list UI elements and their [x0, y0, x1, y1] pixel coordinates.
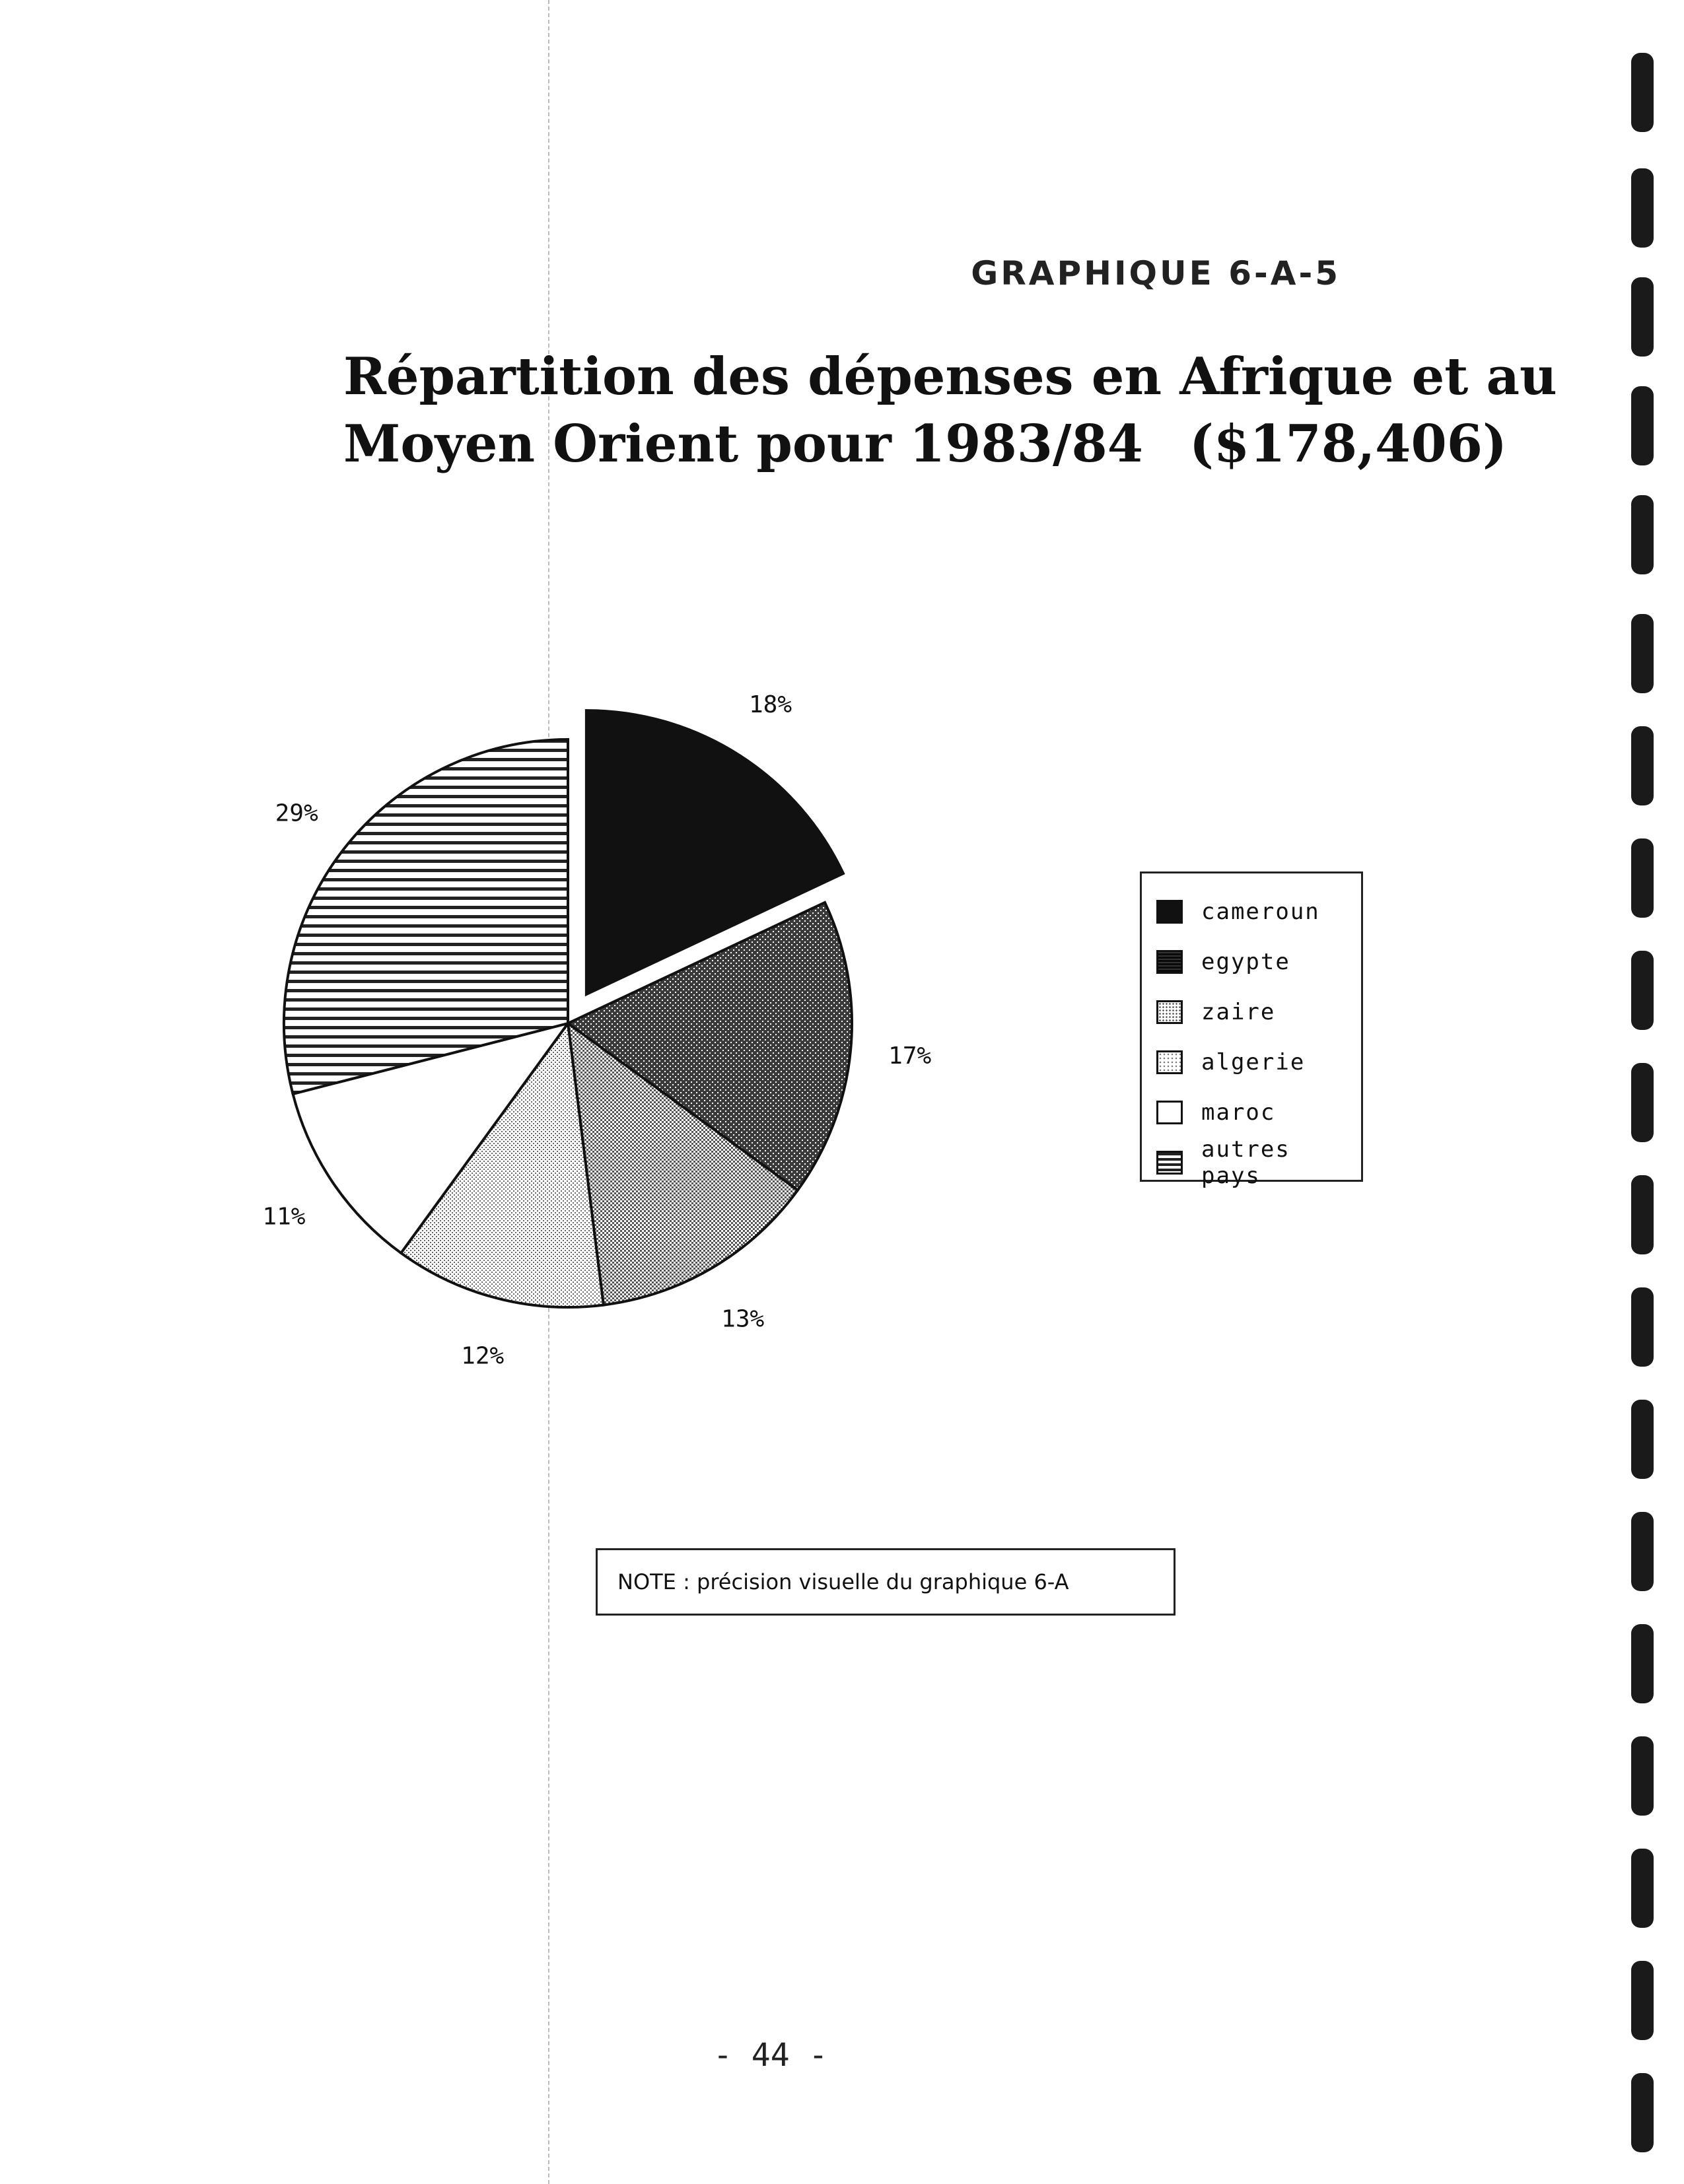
legend-swatch — [1156, 950, 1183, 974]
slice-label-egypte: 17% — [888, 1042, 932, 1070]
legend-item — [1156, 937, 1361, 987]
legend-item — [1156, 1037, 1361, 1087]
legend-swatch — [1156, 1151, 1183, 1175]
legend-swatch — [1156, 1050, 1183, 1074]
legend-item — [1156, 987, 1361, 1037]
slice-label-autres-pays: 29% — [275, 800, 318, 827]
chart-legend — [1140, 871, 1363, 1189]
note-box — [596, 1548, 1175, 1616]
legend-label: cameroun — [1201, 899, 1320, 925]
legend-item — [1156, 1087, 1361, 1138]
chart-title-amount: ($178,406) — [1189, 414, 1507, 474]
legend-item — [1156, 887, 1361, 937]
slice-label-maroc: 11% — [262, 1203, 306, 1231]
chart-title-line1: Répartition des dépenses en Afrique et au — [343, 347, 1557, 407]
legend-label: maroc — [1201, 1099, 1276, 1126]
legend-item — [1156, 1138, 1361, 1188]
slice-label-algerie: 12% — [461, 1342, 505, 1370]
figure-label: GRAPHIQUE 6-A-5 — [971, 254, 1341, 292]
legend-label: algerie — [1201, 1049, 1306, 1075]
legend-label: egypte — [1201, 949, 1290, 975]
note-text: NOTE : précision visuelle du graphique 6-A — [617, 1569, 1069, 1594]
legend-label: autres pays — [1201, 1136, 1290, 1189]
slice-label-cameroun: 18% — [748, 691, 792, 719]
slice-label-zaire: 13% — [721, 1305, 765, 1333]
page-number: - 44 - — [713, 2037, 828, 2074]
legend-label: zaire — [1201, 999, 1276, 1025]
chart-title-line2: Moyen Orient pour 1983/84 — [343, 414, 1144, 474]
legend-swatch — [1156, 900, 1183, 924]
legend-swatch — [1156, 1000, 1183, 1024]
legend-swatch — [1156, 1101, 1183, 1124]
